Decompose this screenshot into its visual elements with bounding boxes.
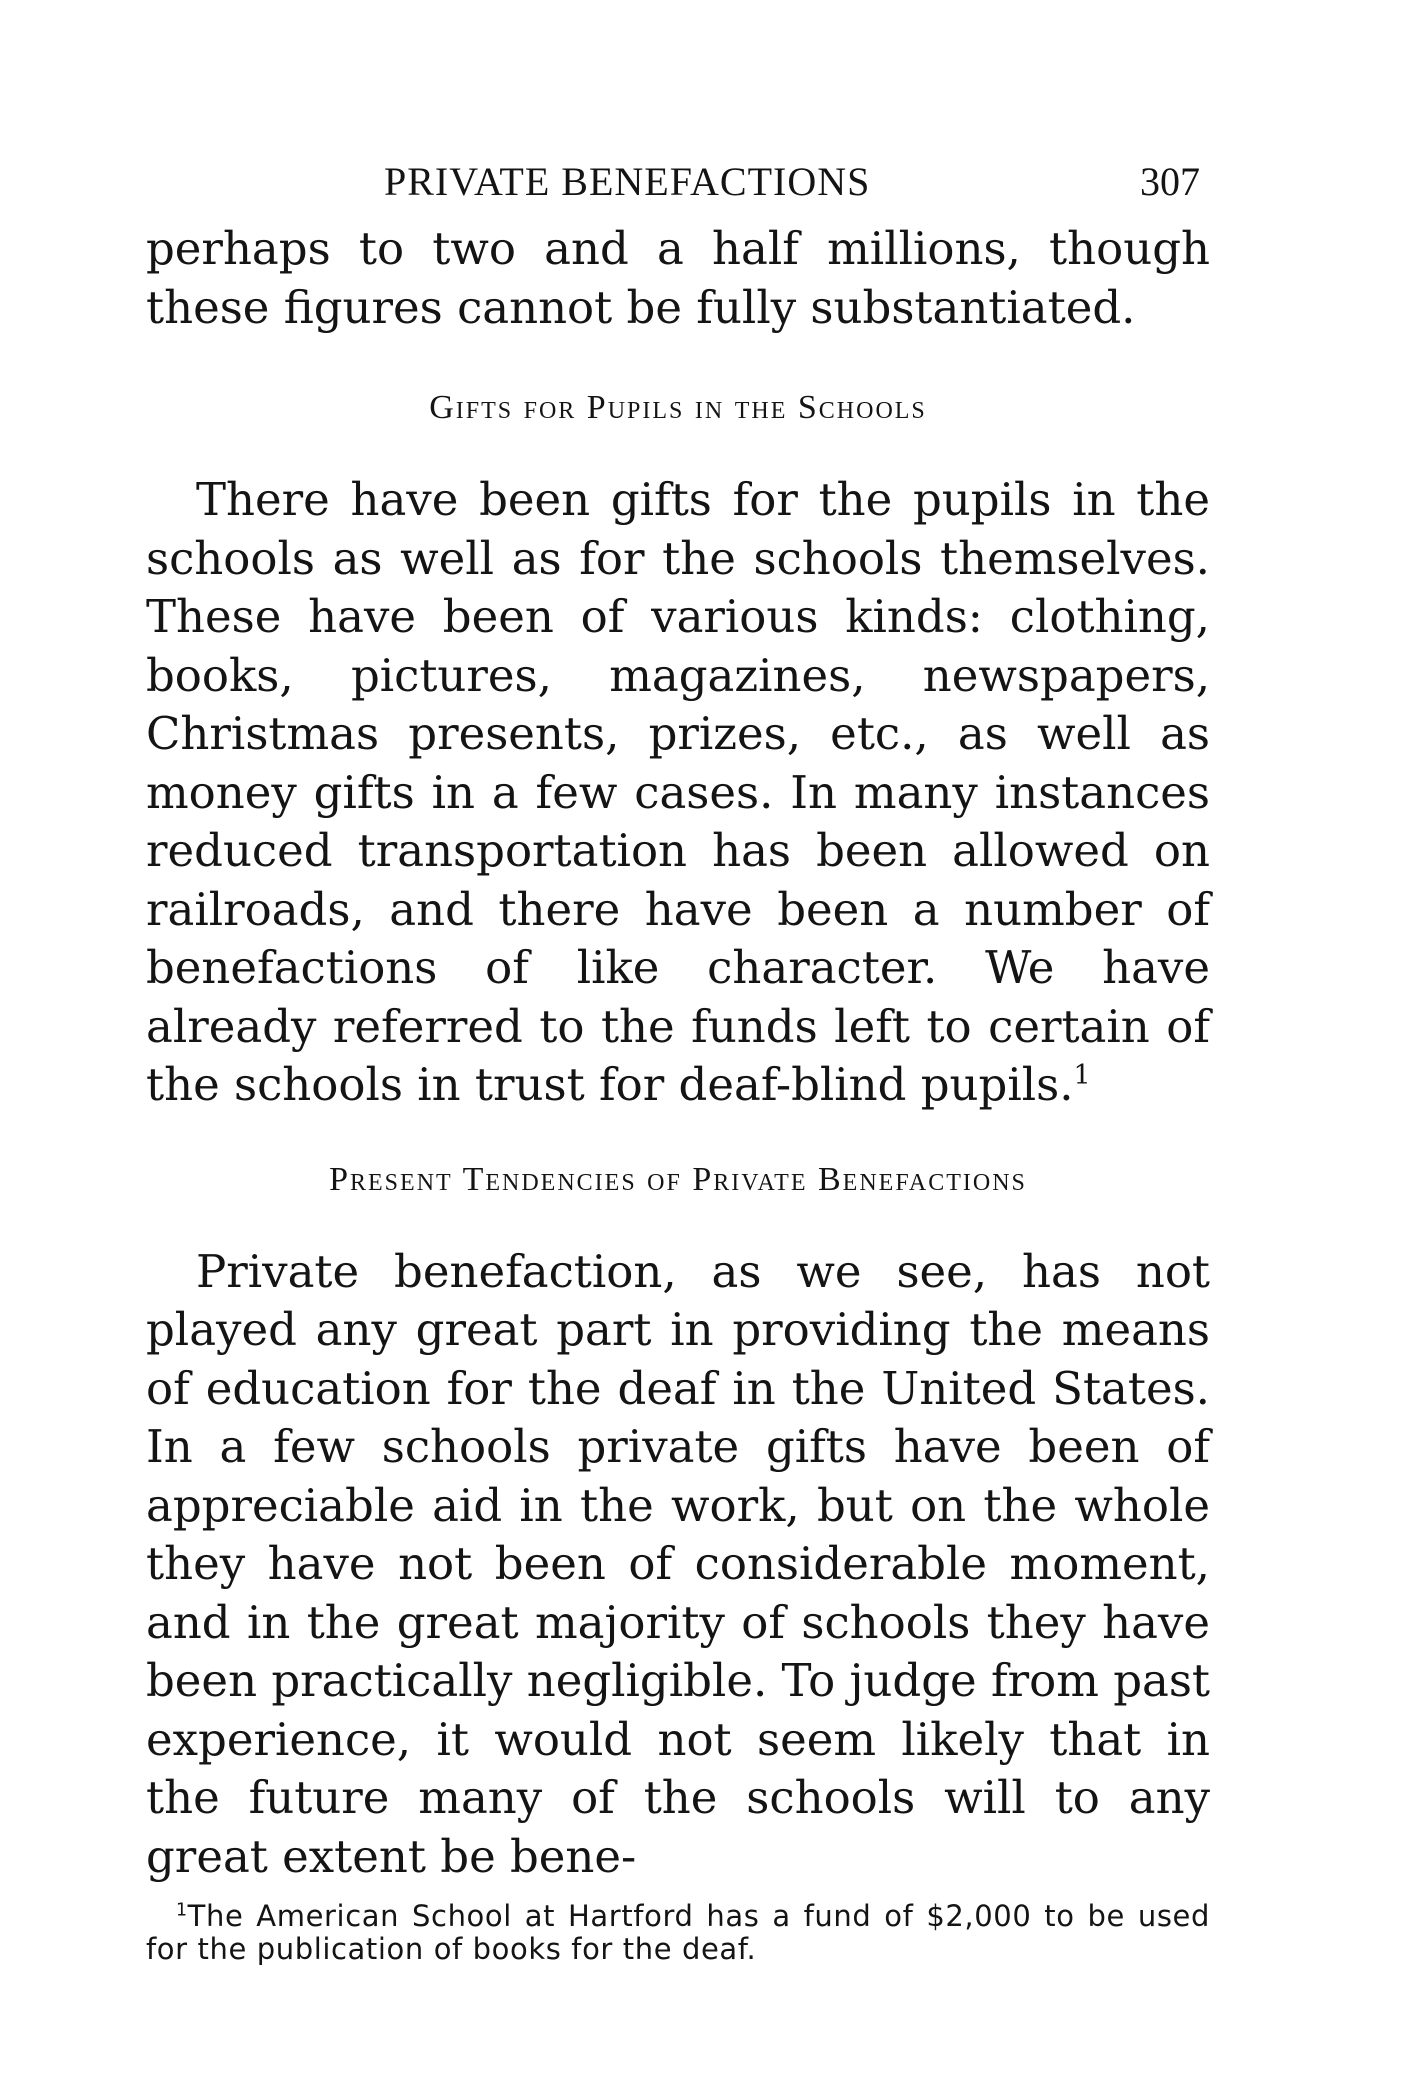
- footnote: [146, 1900, 1210, 1966]
- running-head-title: PRIVATE BENEFACTIONS: [384, 159, 871, 204]
- footnote-mark: 1: [176, 1900, 188, 1921]
- continuation-paragraph: perhaps to two and a half millions, though these figures cannot be fully substantiated.: [146, 222, 1210, 334]
- running-head: [146, 150, 1210, 220]
- tendencies-paragraph: Private benefaction, as we see, has not played any great part in providing the means of education for the deaf in the United States. In a few schools private gifts have been of appreciable aid in the work, but on the whole they have not been of considerable moment, and in the great majority of schools they have been practically negligible. To judge from past experience, it would not seem likely that in the future many of the schools will to any great extent be bene-: [146, 1244, 1211, 1883]
- gifts-paragraph-text: There have been gifts for the pupils in the schools as well as for the schools themselves. These have been of various kinds: clothing, books, pictures, magazines, newspapers, Christmas presents, prizes, etc., as well as money gifts in a few cases. In many instances reduced transportation has been allowed on railroads, and there have been a number of benefactions of like character. We have already referred to the funds left to certain of the schools in trust for deaf-blind pupils.: [146, 473, 1210, 1111]
- section-heading-gifts: Gifts for Pupils in the Schools: [429, 389, 927, 426]
- footnote-reference: 1: [1073, 1060, 1091, 1091]
- book-page: [146, 150, 1210, 1995]
- footnote-text: The American School at Hartford has a fund of $2,000 to be used for the publication of books for the deaf.: [146, 1899, 1210, 1966]
- gifts-paragraph: [146, 471, 1210, 1115]
- section-heading-tendencies: Present Tendencies of Private Benefactions: [329, 1160, 1027, 1198]
- page-number: 307: [1140, 159, 1200, 204]
